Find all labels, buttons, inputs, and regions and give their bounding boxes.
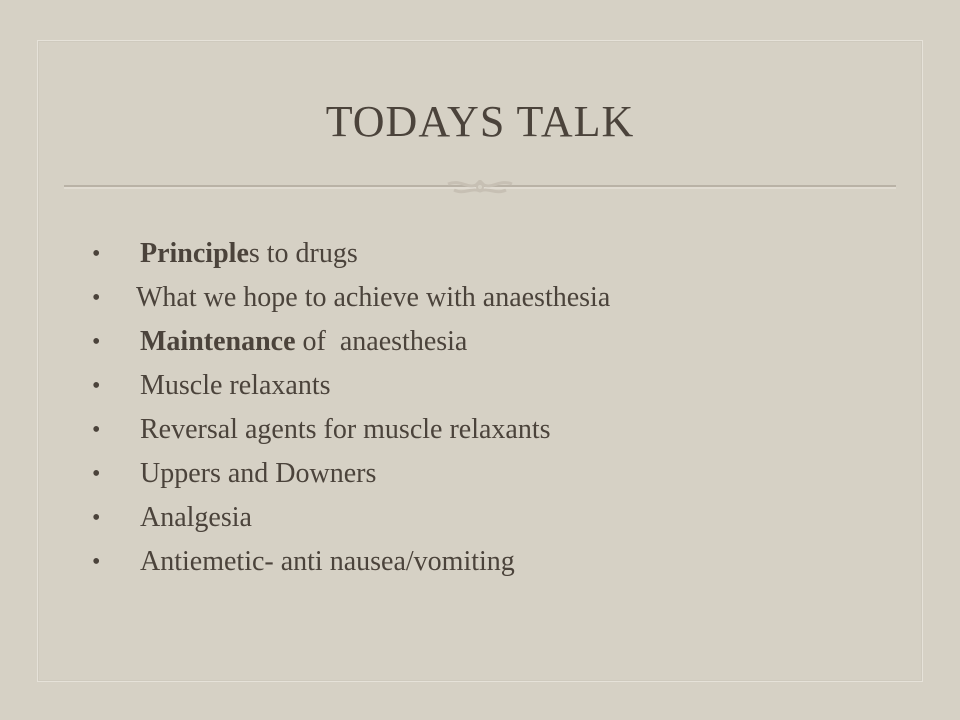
bullet-icon: • xyxy=(92,460,101,487)
bullet-icon: • xyxy=(92,504,101,531)
ornament-divider xyxy=(64,180,896,194)
bullet-text: Muscle relaxants xyxy=(140,370,331,401)
list-item xyxy=(92,320,610,364)
slide-title: TODAYS TALK xyxy=(325,97,635,146)
bullet-text: Antiemetic- anti nausea/vomiting xyxy=(140,546,515,577)
list-item xyxy=(92,408,610,452)
list-item xyxy=(92,276,610,320)
list-item xyxy=(92,496,610,540)
list-item xyxy=(92,452,610,496)
bullet-list xyxy=(92,232,610,584)
bullet-text: Maintenance of anaesthesia xyxy=(140,326,468,357)
bullet-icon: • xyxy=(92,328,101,355)
bullet-text: Analgesia xyxy=(140,502,252,533)
bullet-text: Principles to drugs xyxy=(140,238,358,269)
bullet-icon: • xyxy=(92,548,101,575)
bullet-icon: • xyxy=(92,284,101,311)
bullet-icon: • xyxy=(92,240,101,267)
bullet-icon: • xyxy=(92,372,101,399)
list-item xyxy=(92,364,610,408)
list-item xyxy=(92,540,610,584)
bullet-text: Reversal agents for muscle relaxants xyxy=(140,414,551,445)
bullet-text: Uppers and Downers xyxy=(140,458,377,489)
list-item xyxy=(92,232,610,276)
bullet-text: What we hope to achieve with anaesthesia xyxy=(136,282,611,313)
bullet-icon: • xyxy=(92,416,101,443)
